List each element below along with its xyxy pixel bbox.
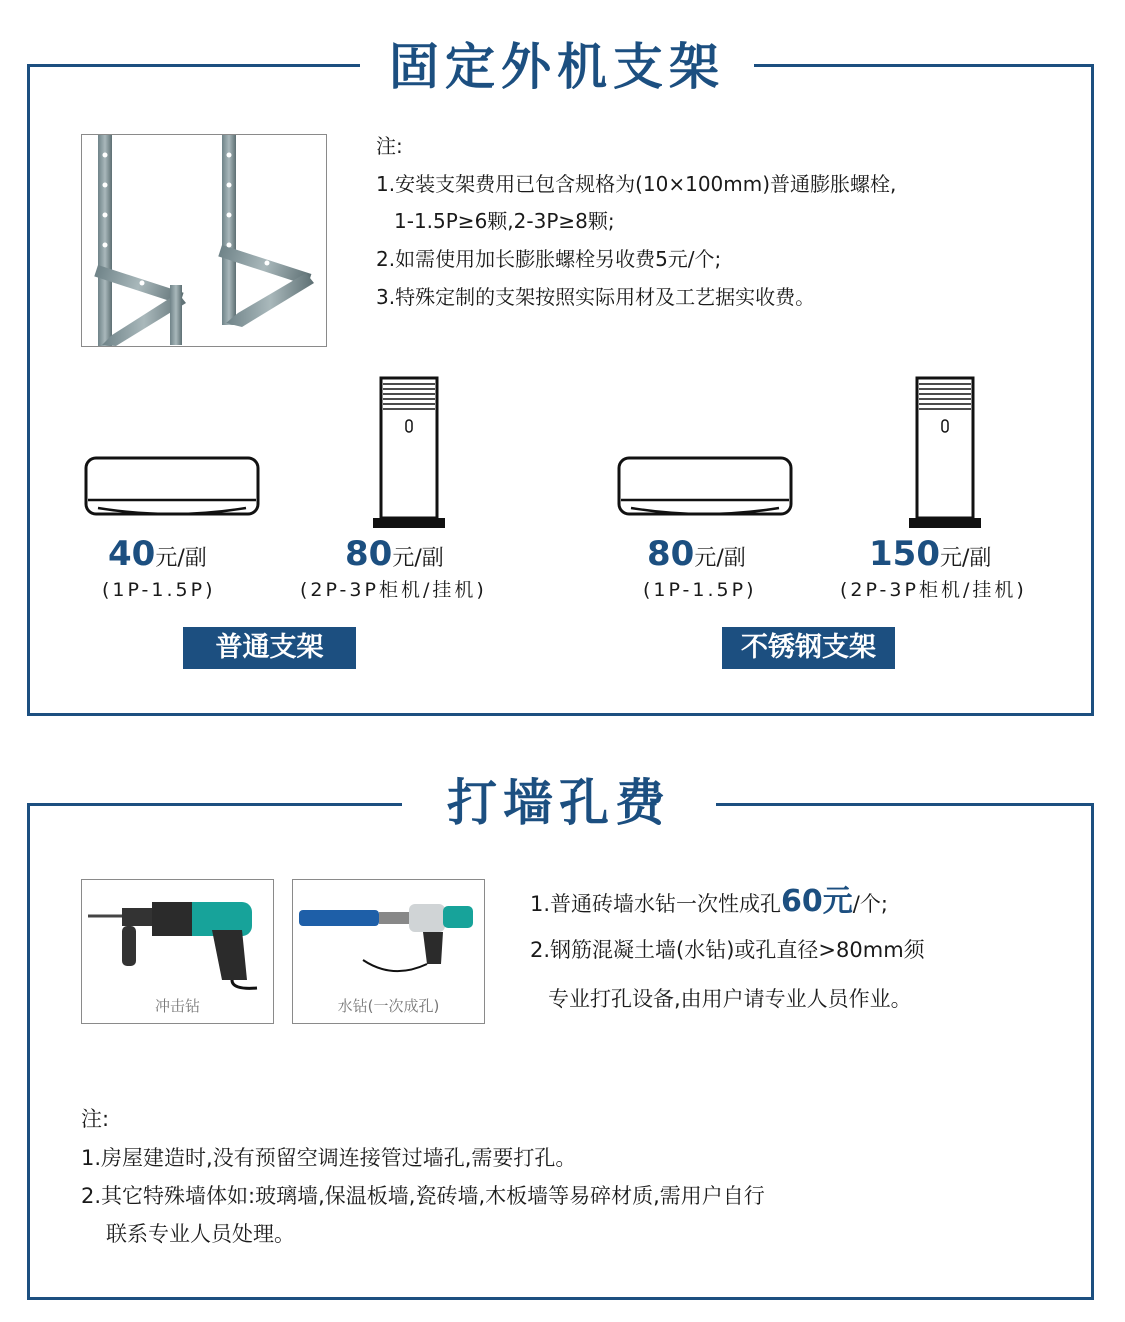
spec-normal-small: (1P-1.5P) [102,579,216,601]
price-steel-large: 150元/副 [869,534,992,574]
wall-ac-icon [84,456,260,520]
spec-steel-large: (2P-3P柜机/挂机) [840,579,1027,601]
price-unit: 元/副 [155,546,207,571]
price-unit: 元/副 [392,546,444,571]
wall-note-1: 1.房屋建造时,没有预留空调连接管过墙孔,需要打孔。 [81,1146,577,1170]
price-unit: 元/副 [939,546,992,571]
bracket-note-1b: 1-1.5P≥6颗,2-3P≥8颗; [394,209,615,233]
core-drill-photo [292,879,485,1024]
hammer-drill-caption: 冲击钻 [154,997,200,1015]
tag-stainless-bracket: 不锈钢支架 [722,627,895,669]
price-steel-small: 80元/副 [647,534,746,574]
bracket-photo [81,134,327,347]
spec-normal-large: (2P-3P柜机/挂机) [300,579,487,601]
wall-fee-line-1: 1.普通砖墙水钻一次性成孔60元/个; [530,884,888,919]
price-unit: 元/副 [694,546,746,571]
floor-ac-icon [907,376,983,530]
floor-ac-icon [371,376,447,530]
bracket-note-1: 1.安装支架费用已包含规格为(10×100mm)普通膨胀螺栓, [376,172,897,196]
core-drill-caption: 水钻(一次成孔) [337,997,440,1015]
hammer-drill-photo [81,879,274,1024]
wall-fee-price: 60元 [781,884,853,919]
wall-hole-section-title: 打墙孔费 [402,770,716,836]
price-normal-large: 80元/副 [345,534,444,574]
wall-note-label: 注: [81,1107,110,1131]
spec-steel-small: (1P-1.5P) [643,579,757,601]
bracket-section-title: 固定外机支架 [360,34,754,100]
wall-note-2: 2.其它特殊墙体如:玻璃墙,保温板墙,瓷砖墙,木板墙等易碎材质,需用户自行 [81,1184,765,1208]
bracket-note-label: 注: [376,134,403,158]
wall-ac-icon [617,456,793,520]
wall-fee-line-2b: 专业打孔设备,由用户请专业人员作业。 [548,987,912,1011]
tag-normal-bracket: 普通支架 [183,627,356,669]
bracket-note-2: 2.如需使用加长膨胀螺栓另收费5元/个; [376,247,722,271]
price-normal-small: 40元/副 [108,534,207,574]
wall-note-2b: 联系专业人员处理。 [106,1222,295,1246]
wall-fee-line-2: 2.钢筋混凝土墙(水钻)或孔直径>80mm须 [530,938,925,962]
bracket-note-3: 3.特殊定制的支架按照实际用材及工艺据实收费。 [376,285,816,309]
